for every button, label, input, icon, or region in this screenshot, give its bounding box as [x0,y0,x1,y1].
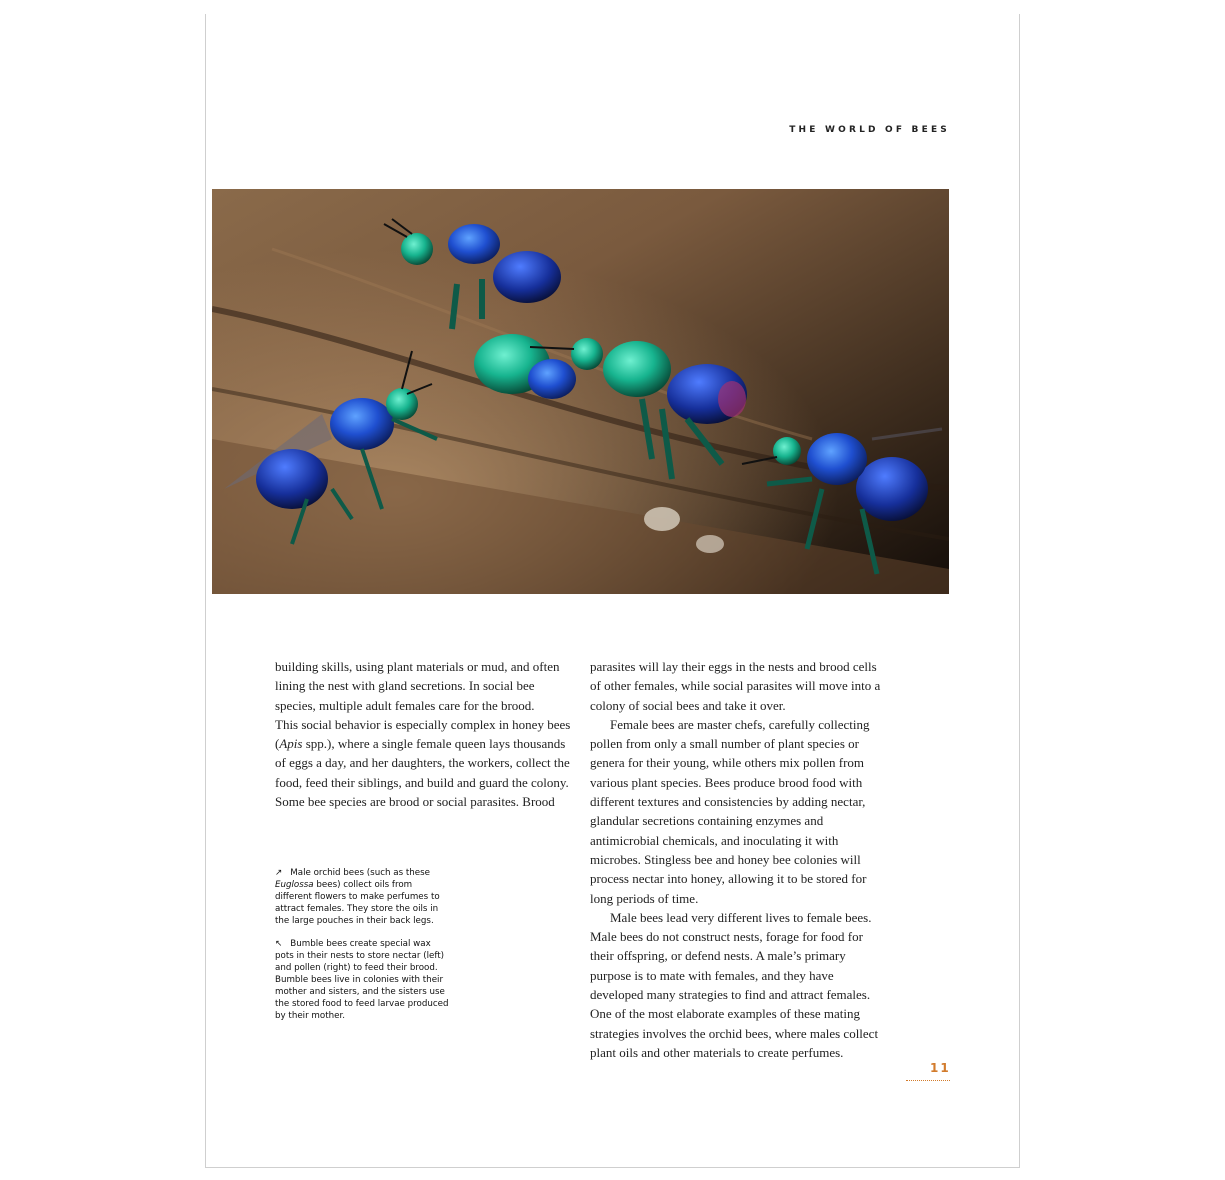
body-column-right [590,657,886,1062]
arrow-up-left-icon: ↖ [275,939,283,949]
photo-caption-bumble-bees: ↖ Bumble bees create special wax pots in their nests to store nectar (left) and pollen (right) to feed their brood. Bumble bees live in colonies with their mother and sisters, and the sisters use the stored food to feed larvae produced by their mother. [275,939,449,1021]
genus-name: Apis [279,736,303,752]
arrow-up-right-icon: ↗ [275,868,283,878]
photo-caption-orchid-bees: ↗ Male orchid bees (such as these Euglossa bees) collect oils from different flowers to make perfumes to attract females. They store the oils in the large pouches in their back legs. [275,868,440,926]
paragraph: parasites will lay their eggs in the nests and brood cells of other females, while social parasites will move into a colony of social bees and take it over. [590,659,881,713]
orchid-bees-photo [212,189,949,594]
paragraph: Male bees lead very different lives to female bees. Male bees do not construct nests, forage for food for their offspring, or defend nests. A male’s primary purpose is to mate with females, and they have developed many strategies to find and attract females. One of the most elaborate examples of these mating strategies involves the orchid bees, where males collect plant oils and other materials to create perfumes. [590,909,879,1060]
paragraph: building skills, using plant materials or mud, and often lining the nest with gland secretions. In social bee species, multiple adult females care for the brood. This social behavior is especially complex in honey bees (Apis spp.), where a single female queen lays thousands of eggs a day, and her daughters, the workers, collect the food, feed their siblings, and build and guard the colony. Some bee species are brood or social parasites. Brood [275,659,571,810]
running-head: THE WORLD OF BEES [789,125,950,135]
paragraph: Female bees are master chefs, carefully collecting pollen from only a small number of plant species or genera for their young, while others mix pollen from various plant species. Bees produce brood food with different textures and consistencies by adding nectar, glandular secretions containing enzymes and antimicrobial chemicals, and inoculating it with microbes. Stingless bee and honey bee colonies will process nectar into honey, allowing it to be stored for long periods of time. [590,716,870,906]
page-number: 11 [930,1061,951,1075]
page-number-rule [906,1080,950,1081]
body-column-left [275,657,575,811]
